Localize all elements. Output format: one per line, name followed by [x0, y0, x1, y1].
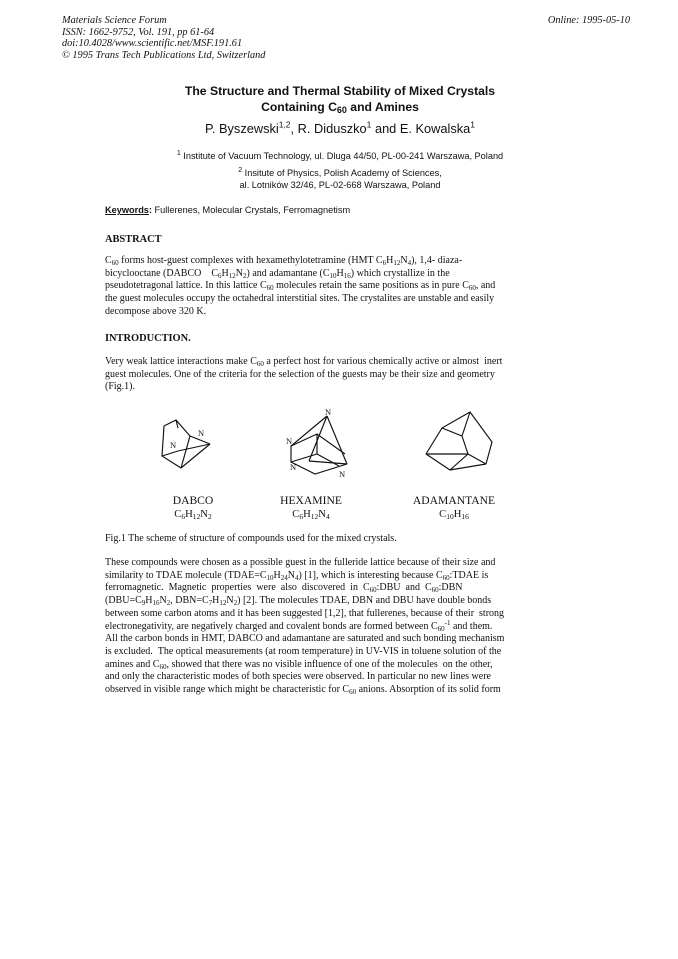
hexamine-structure	[286, 407, 347, 479]
affiliation-2: $^2$ Insitute of Physics, Polish Academy of Sciences, al. Lotników 32/46, PL-02-668 Warszawa, Poland	[238, 166, 442, 190]
dabco-n-left: N	[170, 440, 177, 450]
label-dabco: DABCO	[172, 494, 214, 507]
journal-issn: ISSN: 1662-9752, Vol. 191, pp 61-64	[62, 26, 215, 38]
journal-info	[62, 15, 482, 61]
online-date: Online: 1995-05-10	[547, 15, 630, 26]
abstract-heading: ABSTRACT	[105, 234, 162, 245]
molecule-structures-figure	[150, 406, 530, 490]
hexamine-n-left: N	[286, 436, 293, 446]
dabco-n-right: N	[198, 428, 205, 438]
label-hexamine: HEXAMINE	[280, 494, 342, 507]
introduction-text: Very weak lattice interactions make $C_{60}$ a perfect host for various chemically active or almost inert guest molecules. One of the criteria for the selection of the guests may be their size and geometry (Fig.1).	[105, 356, 503, 393]
paper-title	[90, 84, 590, 115]
body-text: These compounds were chosen as a possible guest in the fulleride lattice because of their size and similarity to TDAE molecule $(TDAE=C_{10}H_{24}N_4)$ [1], which is interesting because $C_{60}:TDAE$ is ferromagnetic. Magnetic properties were also discovered in $C_{60}:DBU$ and $C_{60}:DBN$ ($DBU=C_9H_{16}N_2$, $DBN=C_7H_{12}N_2$) [2]. The molecules TDAE, DBN and DBU have double bonds between some carbon atoms and it has been suggested [1,2], that fullerenes, because of their strong electronegativity, are negatively charged and covalent bonds are formed between $C_{60}^{-1}$ and them. All the carbon bonds in HMT, DABCO and adamantane are saturated and such bonding mechanism is excluded. The optical measurements (at room temperature) in UV-VIS in toluene solution of the amines and $C_{60}$, showed that there was no visible influence of one of the molecules on the other, and only the characteristic modes of both species were observed. In particular no new lines were observed in visible range which might be characteristic for $C_{60}$ anions. Absorption of its solid form	[105, 557, 505, 697]
adamantane-structure	[426, 412, 492, 470]
keywords: Keywords: Fullerenes, Molecular Crystals, Ferromagnetism	[105, 205, 351, 215]
formula-adamantane: $C_{10}H_{16}$	[439, 509, 469, 521]
author-list: P. Byszewski$^{1,2}$, R. Diduszko$^1$ and E. Kowalska$^1$	[204, 119, 476, 136]
keywords-label: Keywords	[105, 205, 149, 215]
journal-copyright: © 1995 Trans Tech Publications Ltd, Switzerland	[62, 49, 266, 61]
formula-hexamine: $C_6H_{12}N_4$	[292, 509, 330, 521]
title-line-2: Containing $C_{60}$ and Amines	[261, 99, 419, 115]
journal-doi: doi:10.4028/www.scientific.net/MSF.191.61	[62, 38, 243, 50]
hexamine-n-bottom-left: N	[290, 462, 297, 472]
figure-caption: Fig.1 The scheme of structure of compounds used for the mixed crystals.	[105, 533, 397, 544]
affiliation-1: $^1$ Institute of Vacuum Technology, ul. Dluga 44/50, PL-00-241 Warszawa, Poland	[176, 149, 504, 161]
dabco-structure	[162, 420, 210, 468]
hexamine-n-bottom-right: N	[339, 469, 346, 479]
formula-dabco: $C_6H_{12}N_2$	[174, 509, 212, 521]
title-line-1: The Structure and Thermal Stability of Mixed Crystals	[184, 84, 496, 98]
introduction-heading: INTRODUCTION.	[105, 333, 191, 344]
journal-name: Materials Science Forum	[62, 15, 167, 26]
keywords-text: Fullerenes, Molecular Crystals, Ferromagnetism	[154, 205, 351, 215]
hexamine-n-top: N	[325, 407, 332, 417]
abstract-text: $C_{60}$ forms host-guest complexes with hexamethylotetramine (HMT $C_6H_{12}N_4$), 1,4- diaza- bicyclooctane (DABCO $C_6H_{12}N_2$) and adamantane $(C_{10}H_{16})$ which crystallize in the pseudotetragonal lattice. In this lattice $C_{60}$ molecules retain the same positions as in pure $C_{60}$, and the guest molecules occupy the octahedral interstitial sites. The crystalites are unstable and easily decompose above 320 K.	[105, 255, 496, 317]
label-adamantane: ADAMANTANE	[412, 494, 496, 507]
